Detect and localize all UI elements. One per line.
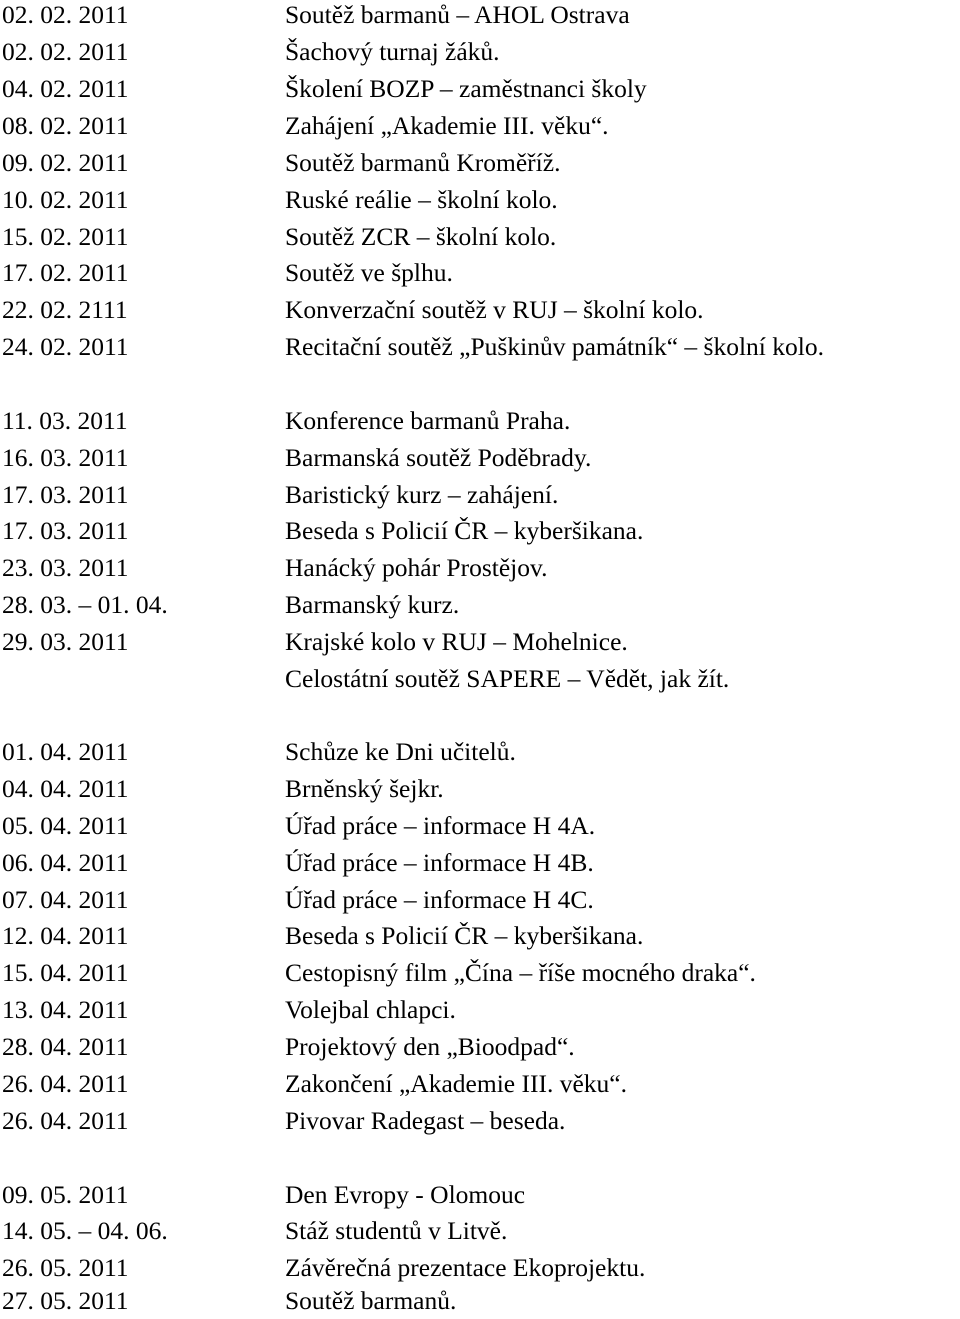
event-description: Soutěž ve šplhu. xyxy=(285,258,453,287)
event-date: 14. 05. – 04. 06. xyxy=(2,1216,168,1245)
schedule-row xyxy=(0,513,960,549)
event-date: 16. 03. 2011 xyxy=(2,443,129,472)
schedule-row xyxy=(0,845,960,881)
schedule-row xyxy=(0,1103,960,1139)
event-description: Brněnský šejkr. xyxy=(285,774,444,803)
schedule-row xyxy=(0,808,960,844)
schedule-row xyxy=(0,771,960,807)
event-date: 28. 03. – 01. 04. xyxy=(2,590,168,619)
event-description: Schůze ke Dni učitelů. xyxy=(285,737,516,766)
schedule-row xyxy=(0,1029,960,1065)
event-date: 11. 03. 2011 xyxy=(2,406,128,435)
event-description: Soutěž barmanů. xyxy=(285,1286,457,1315)
event-description: Recitační soutěž „Puškinův památník“ – školní kolo. xyxy=(285,332,824,361)
event-date: 07. 04. 2011 xyxy=(2,885,129,914)
event-date: 13. 04. 2011 xyxy=(2,995,129,1024)
schedule-row xyxy=(0,1283,960,1319)
event-date: 04. 04. 2011 xyxy=(2,774,129,803)
event-description: Barmanská soutěž Poděbrady. xyxy=(285,443,592,472)
event-description: Beseda s Policií ČR – kyberšikana. xyxy=(285,921,644,950)
schedule-row xyxy=(0,329,960,365)
schedule-row xyxy=(0,182,960,218)
schedule-row xyxy=(0,1250,960,1286)
schedule-row xyxy=(0,624,960,660)
event-date: 26. 04. 2011 xyxy=(2,1106,129,1135)
event-date: 09. 02. 2011 xyxy=(2,148,129,177)
event-description: Barmanský kurz. xyxy=(285,590,460,619)
event-date: 10. 02. 2011 xyxy=(2,185,129,214)
event-date: 12. 04. 2011 xyxy=(2,921,129,950)
event-description: Beseda s Policií ČR – kyberšikana. xyxy=(285,516,644,545)
event-description: Baristický kurz – zahájení. xyxy=(285,480,559,509)
schedule-row xyxy=(0,440,960,476)
schedule-row xyxy=(0,71,960,107)
event-description: Zakončení „Akademie III. věku“. xyxy=(285,1069,627,1098)
event-description: Soutěž barmanů Kroměříž. xyxy=(285,148,561,177)
schedule-row xyxy=(0,145,960,181)
event-date: 27. 05. 2011 xyxy=(2,1286,129,1315)
event-description: Volejbal chlapci. xyxy=(285,995,456,1024)
event-date: 06. 04. 2011 xyxy=(2,848,129,877)
event-date: 23. 03. 2011 xyxy=(2,553,129,582)
schedule-row xyxy=(0,1213,960,1249)
event-date: 17. 03. 2011 xyxy=(2,480,129,509)
event-description: Soutěž barmanů – AHOL Ostrava xyxy=(285,0,630,29)
event-description: Školení BOZP – zaměstnanci školy xyxy=(285,74,647,103)
event-date: 09. 05. 2011 xyxy=(2,1180,129,1209)
event-description: Cestopisný film „Čína – říše mocného draka“. xyxy=(285,958,756,987)
event-date: 01. 04. 2011 xyxy=(2,737,129,766)
event-date: 17. 02. 2011 xyxy=(2,258,129,287)
event-description: Hanácký pohár Prostějov. xyxy=(285,553,548,582)
event-description: Ruské reálie – školní kolo. xyxy=(285,185,558,214)
event-description: Soutěž ZCR – školní kolo. xyxy=(285,222,557,251)
event-description: Zahájení „Akademie III. věku“. xyxy=(285,111,609,140)
schedule-row xyxy=(0,882,960,918)
event-description: Úřad práce – informace H 4B. xyxy=(285,848,594,877)
event-date: 28. 04. 2011 xyxy=(2,1032,129,1061)
event-date: 04. 02. 2011 xyxy=(2,74,129,103)
schedule-row xyxy=(0,219,960,255)
schedule-row xyxy=(0,477,960,513)
schedule-row xyxy=(0,918,960,954)
event-description: Krajské kolo v RUJ – Mohelnice. xyxy=(285,627,628,656)
event-description: Projektový den „Bioodpad“. xyxy=(285,1032,575,1061)
event-date: 17. 03. 2011 xyxy=(2,516,129,545)
event-description: Pivovar Radegast – beseda. xyxy=(285,1106,566,1135)
event-date: 02. 02. 2011 xyxy=(2,0,129,29)
schedule-row xyxy=(0,255,960,291)
event-date: 15. 02. 2011 xyxy=(2,222,129,251)
event-description: Celostátní soutěž SAPERE – Vědět, jak žít. xyxy=(285,664,730,693)
event-date: 26. 04. 2011 xyxy=(2,1069,129,1098)
event-description: Úřad práce – informace H 4A. xyxy=(285,811,596,840)
event-date: 05. 04. 2011 xyxy=(2,811,129,840)
schedule-row xyxy=(0,1066,960,1102)
event-date: 15. 04. 2011 xyxy=(2,958,129,987)
event-date: 02. 02. 2011 xyxy=(2,37,129,66)
event-description: Konference barmanů Praha. xyxy=(285,406,571,435)
schedule-row xyxy=(0,0,960,33)
event-description: Konverzační soutěž v RUJ – školní kolo. xyxy=(285,295,704,324)
schedule-row xyxy=(0,403,960,439)
event-date: 29. 03. 2011 xyxy=(2,627,129,656)
event-date: 26. 05. 2011 xyxy=(2,1253,129,1282)
event-description: Šachový turnaj žáků. xyxy=(285,37,500,66)
event-description: Úřad práce – informace H 4C. xyxy=(285,885,594,914)
event-description: Stáž studentů v Litvě. xyxy=(285,1216,508,1245)
schedule-row xyxy=(0,1177,960,1213)
schedule-row xyxy=(0,550,960,586)
schedule-row xyxy=(0,734,960,770)
event-date: 22. 02. 2111 xyxy=(2,295,128,324)
event-description: Závěrečná prezentace Ekoprojektu. xyxy=(285,1253,646,1282)
event-description: Den Evropy - Olomouc xyxy=(285,1180,526,1209)
schedule-row xyxy=(0,992,960,1028)
schedule-row xyxy=(0,292,960,328)
event-date: 08. 02. 2011 xyxy=(2,111,129,140)
event-date: 24. 02. 2011 xyxy=(2,332,129,361)
schedule-row xyxy=(0,587,960,623)
schedule-row xyxy=(0,661,960,697)
schedule-row xyxy=(0,34,960,70)
schedule-row xyxy=(0,108,960,144)
schedule-row xyxy=(0,955,960,991)
